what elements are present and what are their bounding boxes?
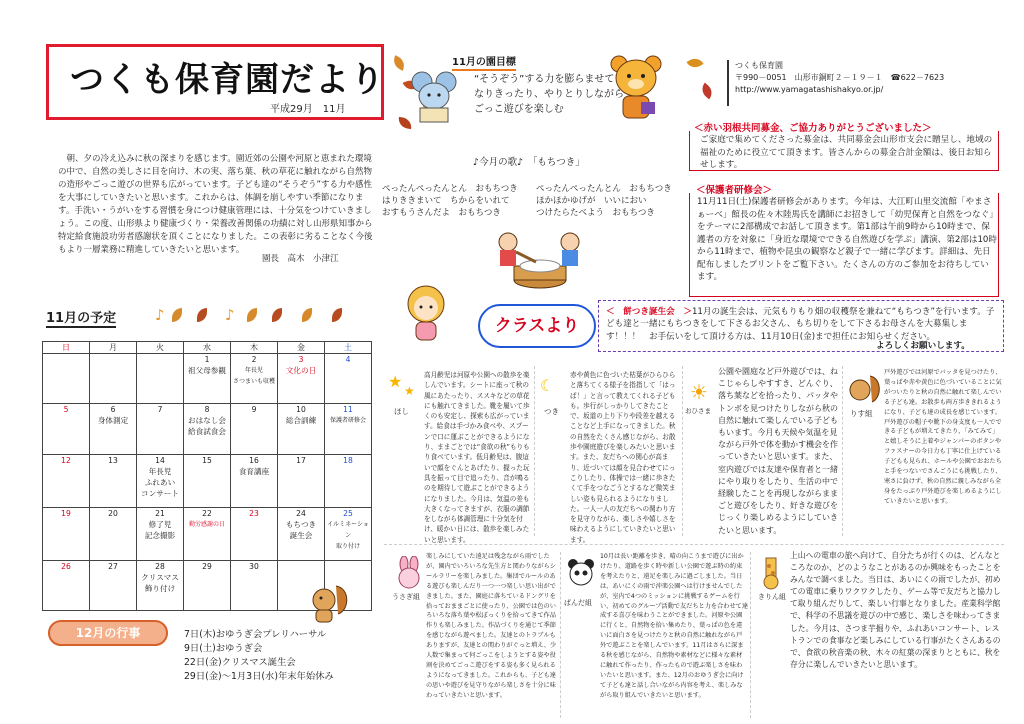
day-event: 食育講座: [238, 466, 270, 476]
day-event: 身体測定: [97, 416, 129, 426]
day-event: 総合訓練: [285, 416, 317, 426]
postal-address: 〒990－0051 山形市銅町２－１９－１ ☎622－7623: [735, 73, 945, 82]
class-label-kirin: きりん組: [758, 593, 786, 601]
day-number: 8: [204, 405, 210, 415]
song-title: ♪今月の歌♪ 「もちつき」: [473, 157, 585, 168]
day-number: 1: [204, 355, 210, 364]
leaf-icon: [686, 55, 703, 71]
goal-heading: 11月の園目標: [452, 53, 516, 71]
calendar-day-cell: [137, 404, 184, 454]
calendar-day-cell: [231, 560, 278, 610]
day-number: 17: [296, 455, 306, 465]
day-event: 修了児 記念撮影: [144, 519, 176, 540]
day-number: 23: [249, 508, 259, 518]
day-number: 5: [63, 405, 69, 415]
event-item: 9日(土)おゆうぎ会: [184, 643, 263, 654]
day-event: もちつき 誕生会: [285, 519, 317, 540]
day-number: 3: [298, 355, 304, 364]
day-event: 文化の日: [285, 366, 317, 375]
website-url[interactable]: http://www.yamagatashishakyo.or.jp/: [735, 85, 884, 94]
day-number: 6: [110, 405, 116, 415]
class-report-tsuki: 赤や黄色に色づいた枯葉がひらひらと落ちてくる様子を指指して「はっぱ！」と言って教えてくれる子どもも。歩行がしっかりしてきたことで、坂道の上り下りや段差を越えることなど上手になってきました。秋の自然をたくさん感じながら、お散歩や園庭遊びを楽しみたいと思います。また、友だちへの関心が高まり、近づいては顔を見合わせてにっこりしたり、体操では一緒に歩きたくて手をつなごうとするなど微笑ましい姿も見られるようになりました。一人一人の友だちへの関わり方を見守りながら、楽しさや嬉しさを味わえるようにしていきたいと思います。: [570, 371, 676, 544]
day-number: 22: [202, 508, 212, 518]
day-number: 2: [251, 355, 257, 364]
class-report-usagi: 楽しみにしていた遠足は残念ながら雨でしたが、園内でいろいろな先生方と関わりながらシールラリーを楽しみました。集団でルールのある遊びも楽しんだり一つ一つ楽しい思い出ができました。また、園庭に落ちているドングリを拾っておままごとに使ったり、公園では色のいろいろな落ち葉や松ぼっくりを拾ってきて作品作りも楽しみました。作品づくりを通じて季節を感じながら遊べました。友達とのトラブルもありますが、友達との関わりがぐっと増え、少人数で集まって何ごっこをしようとする姿や役割を決めてごっこ遊びをする姿も多く見られるようになってきました。これからも、子ども達の思いや遊びを見守りながら楽しさを十分に味わっていきたいと思います。: [426, 553, 557, 699]
day-number: 29: [202, 561, 212, 571]
class-divider: [534, 366, 535, 536]
calendar-week-row: [43, 507, 372, 560]
day-number: 18: [343, 455, 353, 465]
calendar-day-cell: [231, 454, 278, 507]
calendar-day-cell: [184, 404, 231, 454]
leaf-icon: [698, 83, 715, 100]
intro-text: 朝、夕の冷え込みに秋の深まりを感じます。園近郊の公園や河原と恵まれた環境の中で、自然の美しさに目を向け、木の実、落ち葉、秋の草花に触れながら自然物の造形やごっこ遊びの世界も広がっています。子ども達の“そうぞう”する力や感性を大事にしていきたいと思います。これからは、体調を崩しやすい季節になります。手洗い・うがいをする習慣を身につけ健康管理には、十分気をつけていきましょう。この度、山形県より健康づくり・栄養改善関係の功績に対し山形県知事から特定給食施設功労者感謝状を頂くことになりました。この表彰に劣ることなく今後もより一層業務に精進していきたいと思います。: [58, 154, 373, 255]
day-number: 26: [61, 561, 71, 571]
day-event: 祖父母参観: [188, 366, 226, 375]
calendar-day-cell: [184, 560, 231, 610]
calendar-day-cell: [90, 454, 137, 507]
day-number: 15: [202, 455, 212, 465]
day-number: 12: [61, 455, 71, 465]
day-number: 9: [251, 405, 257, 415]
class-section-bubble: クラスより: [478, 304, 596, 348]
nursery-name: つくも保育園: [735, 61, 783, 70]
calendar-day-cell: [231, 354, 278, 404]
goal-line: ごっこ遊びを楽しむ: [474, 104, 564, 115]
calendar-week-row: [43, 454, 372, 507]
weekday-header: 火: [137, 342, 184, 354]
day-event: おはなし会 給食試食会: [188, 416, 226, 437]
feather-title: ＜赤い羽根共同募金、ご協力ありがとうございました＞: [694, 123, 932, 134]
event-item: 22日(金)クリスマス誕生会: [184, 657, 296, 668]
class-label-panda: ぱんだ組: [564, 599, 592, 607]
class-divider: [750, 552, 751, 718]
lyric-line: ほかほかゆげが いいにおい: [536, 196, 647, 207]
squirrel-illustration: [306, 580, 350, 624]
day-number: 20: [108, 508, 118, 518]
music-note-icon: ♪: [155, 306, 165, 324]
day-number: 27: [108, 561, 118, 571]
weekday-header: 土: [325, 342, 372, 354]
day-number: 11: [343, 405, 353, 415]
calendar-day-cell: [43, 454, 90, 507]
giraffe-icon: [756, 556, 786, 590]
day-number: 21: [155, 508, 165, 518]
weekday-header: 水: [184, 342, 231, 354]
class-report-panda: 10月は長い距離を歩き、晴の向こうまで遊びに出かけたり、道路を歩く時や新しい公園で遊ぶ時の約束を考えたりと、遠足を楽しみに過ごしました。当日は、あいにくの雨で沖楽公園へは行けませんでしたが、室内で4つのミッションに挑戦するゲームを行い、初めてのグループ活動で友だちと力を合わせて達成する喜びを味わうことができました。河原や公園に行くと、自然物を拾い集めたり、葉っぱの色を違いに面白さを見つけたりと秋の自然に触れながら戸外で遊ぶことを楽しんでいます。11月はさらに深まる秋を感じながら、自然物や素材などに様々な素材に触れて作ったり、作ったもので遊ぶ楽しさを味わいたいと思います。また、12月のおゆうぎ会に向けて子ども達と話し合いながら内容を考え、楽しみながら取り組んでいきたいと思います。: [600, 553, 749, 699]
acorn-icon: [332, 308, 342, 322]
day-number: 13: [108, 455, 118, 465]
issue-date: 平成29月 11月: [270, 104, 346, 115]
mochi-text: 11月の誕生会は、元気もりもり畑の収穫祭を兼ねて“もちつき”を行います。子ども達と一緒にもちつきをして下さるお父さん、もち切りをして下さるお母さんを大募集します！！！ お手伝いをして頂ける方は、11月10日(金)まで担任にお知らせください。: [606, 307, 995, 342]
day-event: 年長児 さつまいも収穫: [232, 367, 275, 385]
class-label-ohisama: おひさま: [685, 407, 711, 415]
song-lyrics-1: [382, 183, 518, 220]
day-number: 30: [249, 561, 259, 571]
schedule-calendar: [42, 341, 372, 611]
calendar-week-row: [43, 404, 372, 454]
day-number: 4: [345, 355, 351, 364]
star-icon: ★: [404, 384, 415, 398]
day-number: 7: [157, 405, 163, 415]
mochi-signoff: よろしくお願いします。: [876, 341, 970, 351]
calendar-week-row: [43, 354, 372, 404]
weekday-header: 金: [278, 342, 325, 354]
squirrel-icon: [846, 372, 884, 408]
day-event: イルミネーション 取り付け: [327, 520, 369, 550]
calendar-day-cell: [43, 404, 90, 454]
mochi-announcement: [606, 306, 998, 343]
star-icon: ★: [388, 372, 403, 391]
lyric-line: ぺったんぺったんとん おもちつき: [536, 184, 672, 194]
lyric-line: ぺったんぺったんとん おもちつき: [382, 184, 518, 194]
weekday-header: 月: [90, 342, 137, 354]
day-number: 24: [296, 508, 306, 518]
calendar-day-cell: [43, 354, 90, 404]
class-label-risu: りす組: [850, 409, 873, 418]
class-report-hoshi: 高月齢児は河原や公園への散歩を楽しんでいます。シートに座って秋の風にあたったり、ススキなどの草花にも触れてきました。靴を履いて歩くのも安定し、探索も広がっています。給食は手づかみ食べや、スプーンで口に運ぶことができるようになり、ままごとでは“食欲の秋”もりもり食べています。低月齢児は、腹這いで顔をぐんとあげたり、握った玩具を振って目で追ったり、音が鳴るのを期待して遊ぶことができるようになりました。今月は、気温の差も大きくなってきますが、衣服の調節をしながら体調管理に十分気を付け、暖かい日には、散歩を楽しみたいと思います。: [424, 371, 530, 544]
class-report-ohisama: 公園や園庭など戸外遊びでは、ねこじゃらしやすすき、どんぐり、落ち葉などを拾ったり、パッタやトンボを見つけたりしながら秋の自然に触れて楽しんでいる子どももいます。今月も天候や気温を見ながら戸外で体を動かす機会を作っていきたいと思います。また、室内遊びでは友達や保育者と一緒にやり取りをしたり、生活の中で経験したことを再現しながらままごと遊びをしたり、好きな遊びをじっくり楽しめるようにしていきたいと思います。: [718, 367, 838, 535]
calendar-day-cell: [325, 404, 372, 454]
class-label-hoshi: ほし: [394, 407, 409, 416]
class-divider: [560, 552, 561, 718]
song-lyrics-2: [536, 183, 672, 220]
class-report-kirin: 上山への電車の旅へ向けて、自分たちが行くのは、どんなところなのか、どのようなことがあるのか興味をもったことをみんなで調べました。当日は、あいにくの雨でしたが、初めての電車に乗りワクワクしたり、ゲーム等で友だちと協力して取り組んだりして、楽しい行事となりました。産業科学館で、科学の不思議を遊びの中で感じ、楽しさを味わってきました。今月は、さつま芋掘りや、ふれあいコンサート、レストランでの食事など楽しみにしている行事がたくさんあるので、食欲の秋音楽の秋、木々の紅葉の深まりとともに、秋を存分に楽しんでいきたいと思います。: [790, 551, 1001, 669]
mochi-title: ＜ 餅つき誕生会 ＞: [606, 307, 692, 317]
calendar-day-cell: [325, 454, 372, 507]
day-number: 14: [155, 455, 165, 465]
calendar-day-cell: [90, 404, 137, 454]
address-block: [727, 60, 999, 106]
meeting-title: ＜保護者研修会＞: [696, 185, 773, 196]
calendar-day-cell: [278, 354, 325, 404]
class-divider: [842, 366, 843, 536]
day-event: 勤労感謝の日: [188, 520, 225, 528]
lyric-line: はりききまいて ちからをいれて: [382, 196, 510, 207]
calendar-day-cell: [137, 454, 184, 507]
panda-icon: [566, 556, 596, 590]
girl-illustration: [398, 282, 454, 344]
day-event: 年長児 ふれあい コンサート: [141, 466, 179, 498]
class-report-risu: 戸外遊びでは河原でバッタを見つけたり、葉っぱや赤や黄色に色づいていることに気がついたりと秋の自然に触れて楽しんでいる子ども達。お散歩も両方歩ききれるようになり、子ども達の成長を感じています。戸外遊びの帽子や靴下の身支度も一人でできる子どもが増えてきたり、「みてみて」と嬉しそうに上着やジャンパーのボタンやファスナーの今日力も丁寧に仕上げている子どもも見られ、ホールや公園でおおたちと手をつないでさんごうにも挑戦したり、寒さに負けず、秋の自然に親しみながら全身をたっぷり戸外遊びを楽しめるようにしていきたいと思います。: [884, 369, 1002, 505]
event-item: 7日(木)おゆうぎ会プレリハーサル: [184, 629, 327, 640]
class-label-tsuki: つき: [544, 407, 559, 416]
calendar-day-cell: [43, 507, 90, 560]
calendar-day-cell: [43, 560, 90, 610]
calendar-day-cell: [184, 454, 231, 507]
moon-icon: ☾: [540, 376, 555, 395]
page-title: つくも保育園だより: [70, 60, 385, 100]
day-number: 25: [343, 508, 353, 518]
calendar-day-cell: [278, 454, 325, 507]
day-event: クリスマス 飾り付け: [141, 572, 179, 593]
day-number: 28: [155, 561, 165, 571]
principal-signature: 園長 高木 小津江: [262, 254, 339, 264]
goal-line: “そうぞう”する力を膨らませて: [474, 74, 615, 85]
acorn-icon: [272, 308, 282, 322]
calendar-day-cell: [90, 354, 137, 404]
weekday-header: 木: [231, 342, 278, 354]
calendar-day-cell: [278, 507, 325, 560]
music-note-icon: ♪: [225, 306, 235, 324]
day-number: 19: [61, 508, 71, 518]
rabbit-icon: [394, 556, 424, 590]
lyric-line: つけたらたべよう おもちつき: [536, 208, 655, 219]
leaf-icon: [390, 55, 407, 71]
december-events-label: 12月の行事: [48, 620, 168, 646]
class-divider: [682, 366, 683, 536]
acorn-icon: [197, 308, 207, 322]
day-number: 10: [296, 405, 306, 415]
calendar-day-cell: [90, 507, 137, 560]
weekday-header: 日: [43, 342, 90, 354]
day-event: 保護者研修会: [329, 417, 366, 425]
calendar-day-cell: [184, 354, 231, 404]
sun-icon: ☀: [690, 380, 708, 404]
schedule-title: 11月の予定: [46, 307, 116, 328]
calendar-day-cell: [137, 354, 184, 404]
lyric-line: おすもうさんだよ おもちつき: [382, 208, 501, 219]
calendar-day-cell: [278, 404, 325, 454]
day-number: 16: [249, 455, 259, 465]
calendar-day-cell: [90, 560, 137, 610]
calendar-day-cell: [325, 507, 372, 560]
calendar-day-cell: [137, 560, 184, 610]
calendar-day-cell: [231, 507, 278, 560]
meeting-text: 11月11日(土)保護者研修会があります。今年は、大江町山里交流館「やまさぁーべ」館長の佐々木陸馬氏を講師にお招きして「幼児保育と自然をつなぐ」をテーマに2部構成でお話して頂きます。第1部は午前9時から10時まで、保護者の方を対象に「身近な環境でできる自然遊びを学ぶ」講演、第2部は10時から11時まで、植物や昆虫の観察など親子で一緒に学びます。詳細は、先日配布しましたプリントをご覧下さい。たくさんの方のご参加をお待ちしています。: [697, 197, 997, 282]
calendar-day-cell: [184, 507, 231, 560]
class-label-usagi: うさぎ組: [392, 593, 420, 601]
event-item: 29日(金)～1月3日(水)年末年始休み: [184, 671, 334, 682]
mouse-reading-illustration: [408, 70, 460, 126]
goal-line: なりきったり、やりとりしながら: [474, 89, 624, 100]
acorn-icon: [247, 308, 257, 322]
calendar-day-cell: [231, 404, 278, 454]
mochi-pounding-illustration: [492, 226, 588, 290]
feather-text: ご家庭で集めてくださった募金は、共同募金会山形市支会に贈呈し、地域の福祉のために役立てて頂きます。皆さんからの募金合計金額は、後日お知らせします。: [700, 135, 993, 171]
calendar-day-cell: [325, 354, 372, 404]
acorn-icon: [302, 308, 312, 322]
calendar-day-cell: [137, 507, 184, 560]
acorn-icon: [172, 308, 182, 322]
